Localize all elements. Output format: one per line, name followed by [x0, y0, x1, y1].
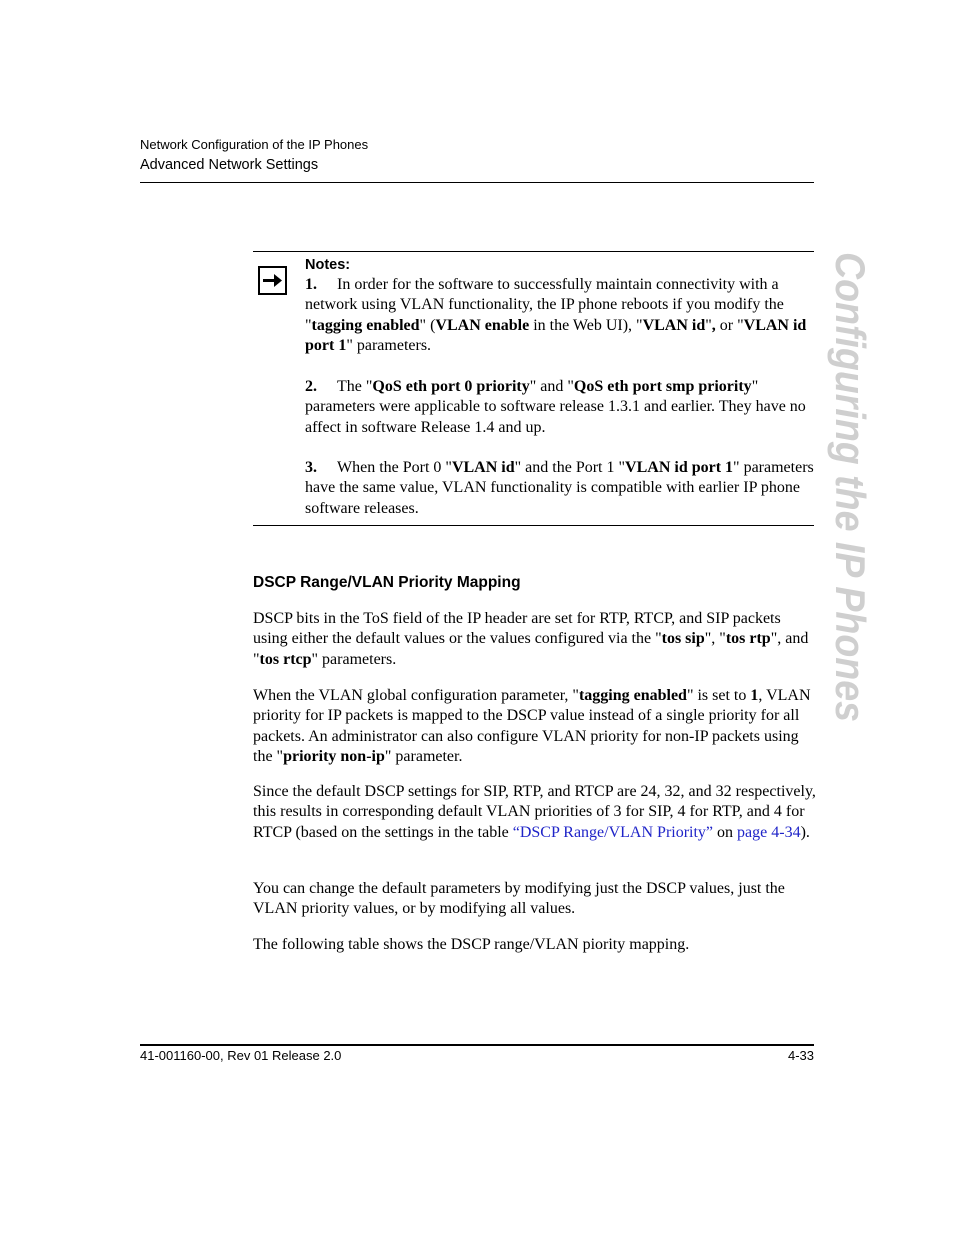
header-divider — [140, 182, 814, 183]
note-text: In order for the software to successfully maintain connectivity with a network using VLAN functionality, the IP phone reboots if you modify the " — [305, 276, 784, 334]
param-name: QoS eth port smp priority — [573, 378, 752, 395]
param-name: priority non-ip — [283, 747, 385, 765]
body-paragraph-5: The following table shows the DSCP range/VLAN piority mapping. — [253, 936, 690, 953]
running-header-chapter: Network Configuration of the IP Phones — [140, 137, 369, 152]
footer-divider — [140, 1044, 814, 1046]
note-text: " parameters were applicable to software release 1.3.1 and earlier. They have no affect in software Release 1.4 and up. — [305, 378, 806, 436]
page-reference-link[interactable]: page 4-34 — [737, 823, 801, 841]
body-text: Since the default DSCP settings for SIP, RTP, and RTCP are 24, 32, and 32 respectively, this results in corresponding default VLAN priorities of 3 for SIP, 4 for RTP, and 4 for RTCP (based on the settings in the table — [253, 783, 816, 841]
note-text: in the Web UI), " — [529, 316, 643, 334]
body-paragraph-2 — [253, 686, 818, 767]
body-text: DSCP bits in the ToS field of the IP header are set for RTP, RTCP, and SIP packets using either the default values or the values configured via the " — [253, 610, 781, 648]
note-text: " — [705, 316, 712, 334]
section-heading: DSCP Range/VLAN Priority Mapping — [253, 574, 521, 591]
param-name: tos rtp — [725, 630, 771, 648]
body-text: ", and " — [253, 630, 809, 668]
note-text: " parameters have the same value, VLAN functionality is compatible with earlier IP phone software releases. — [305, 459, 814, 517]
param-name: QoS eth port 0 priority — [372, 378, 530, 395]
body-text: , VLAN priority for IP packets is mapped to the DSCP value instead of a single priority for all packets. An administrator can also configure VLAN priority for non-IP packets using the " — [253, 687, 811, 765]
note-text: " and the Port 1 " — [514, 459, 626, 476]
table-cross-reference-link[interactable]: “DSCP Range/VLAN Priority” — [512, 823, 714, 841]
side-title-graphic — [826, 252, 876, 724]
running-header-section: Advanced Network Settings — [140, 157, 319, 173]
notes-bottom-divider — [253, 525, 814, 526]
note-item-3 — [305, 458, 815, 519]
param-name: tos sip — [661, 630, 705, 648]
note-number: 3. — [305, 459, 317, 476]
param-value: 1 — [750, 687, 759, 704]
body-text: When the VLAN global configuration parameter, " — [253, 687, 579, 704]
side-title-text: Configuring the IP Phones — [827, 252, 874, 724]
arrow-right-icon — [258, 266, 287, 295]
side-title — [826, 252, 876, 724]
param-name: VLAN id — [642, 316, 706, 334]
note-text: The " — [337, 378, 373, 395]
note-text: " and " — [529, 378, 574, 395]
note-item-2 — [305, 377, 815, 438]
note-number: 2. — [305, 378, 317, 395]
param-name: tagging enabled — [578, 687, 687, 704]
notes-title: Notes: — [305, 257, 351, 273]
param-name: VLAN enable — [435, 316, 530, 334]
body-text: ). — [800, 823, 810, 841]
note-text: When the Port 0 " — [337, 459, 452, 476]
note-item-1 — [305, 275, 815, 356]
body-paragraph-4: You can change the default parameters by modifying just the DSCP values, just the VLAN priority values, or by modifying all values. — [253, 880, 785, 918]
body-paragraph-1 — [253, 609, 818, 670]
note-text: " ( — [419, 316, 436, 334]
body-paragraph-3 — [253, 782, 818, 843]
footer-document-id: 41-001160-00, Rev 01 Release 2.0 — [140, 1048, 342, 1063]
note-text: or " — [715, 316, 744, 334]
param-name: VLAN id port 1 — [625, 459, 734, 476]
body-text: " is set to — [686, 687, 751, 704]
param-name: tos rtcp — [259, 650, 312, 668]
note-number: 1. — [305, 276, 317, 293]
body-text: " parameter. — [384, 747, 463, 765]
param-name: VLAN id port 1 — [305, 316, 807, 354]
param-name: tagging enabled — [311, 316, 420, 334]
notes-top-divider — [253, 251, 814, 252]
body-text: " parameters. — [311, 650, 397, 668]
note-text: " parameters. — [346, 336, 432, 354]
param-name: , — [711, 316, 716, 334]
body-text: on — [713, 823, 738, 841]
body-text: ", " — [704, 630, 726, 648]
footer-page-number: 4-33 — [787, 1048, 814, 1063]
param-name: VLAN id — [451, 459, 515, 476]
